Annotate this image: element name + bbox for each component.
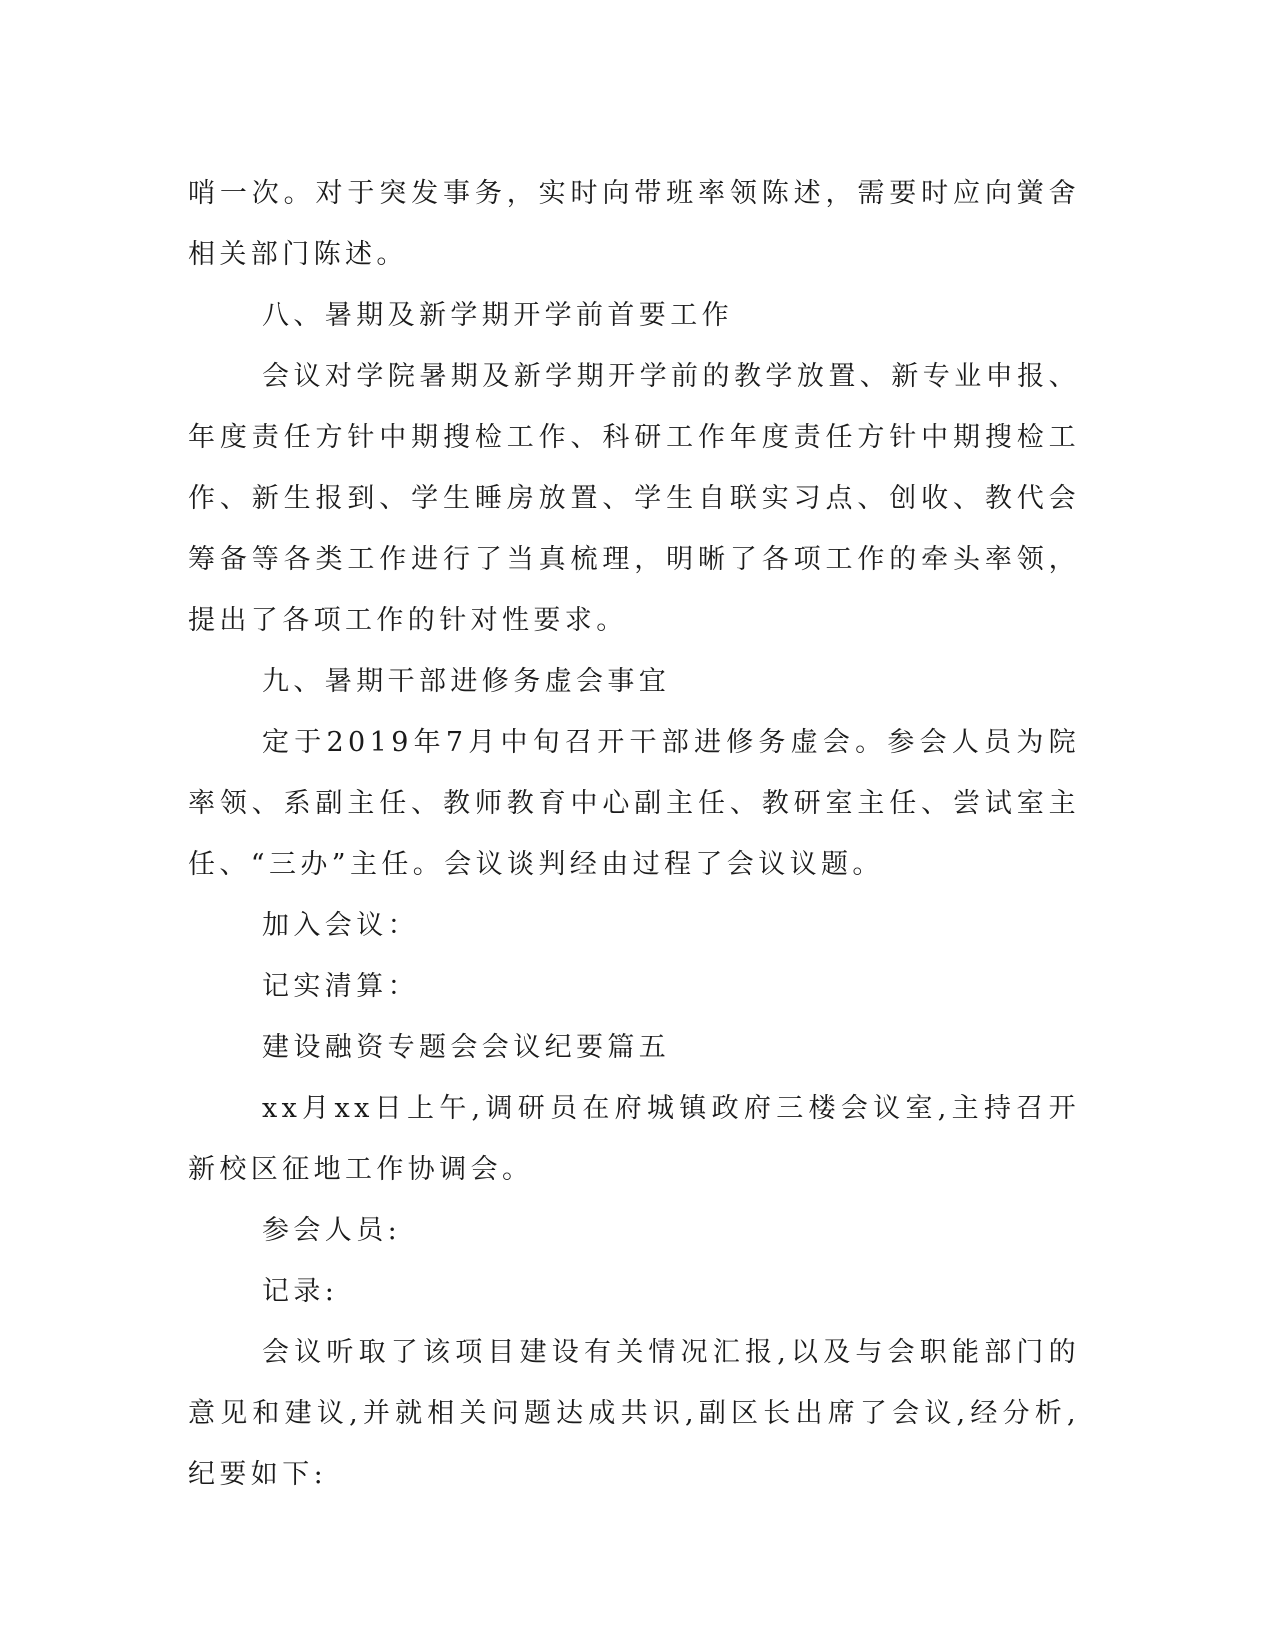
paragraph-cadre-meeting: 定于2019年7月中旬召开干部进修务虚会。参会人员为院率领、系副主任、教师教育中心副主任、教研室主任、尝试室主任、“三办”主任。会议谈判经由过程了会议议题。 — [188, 727, 1080, 880]
paragraph-summer-work: 会议对学院暑期及新学期开学前的教学放置、新专业申报、年度责任方针中期搜检工作、科研工作年度责任方针中期搜检工作、新生报到、学生睡房放置、学生自联实习点、创收、教代会筹备等各类工作进行了当真梳理，明晰了各项工作的牵头率领，提出了各项工作的针对性要求。 — [188, 361, 1080, 636]
participants-label: 参会人员: — [262, 1215, 402, 1246]
attendees-label: 加入会议： — [262, 910, 419, 941]
document-body — [188, 163, 1080, 1505]
section-heading-eight: 八、暑期及新学期开学前首要工作 — [262, 300, 733, 331]
record-label: 记录: — [262, 1276, 339, 1307]
recorder-label: 记实清算： — [262, 971, 419, 1002]
paragraph-meeting-summary: 会议听取了该项目建设有关情况汇报,以及与会职能部门的意见和建议,并就相关问题达成共识,副区长出席了会议,经分析,纪要如下: — [188, 1337, 1080, 1490]
paragraph-continuation: 哨一次。对于突发事务，实时向带班率领陈述，需要时应向黉舍相关部门陈述。 — [188, 178, 1080, 270]
section-heading-nine: 九、暑期干部进修务虚会事宜 — [262, 666, 671, 697]
paragraph-meeting-intro: xx月xx日上午,调研员在府城镇政府三楼会议室,主持召开新校区征地工作协调会。 — [188, 1093, 1080, 1185]
article-heading-five: 建设融资专题会会议纪要篇五 — [262, 1032, 671, 1063]
